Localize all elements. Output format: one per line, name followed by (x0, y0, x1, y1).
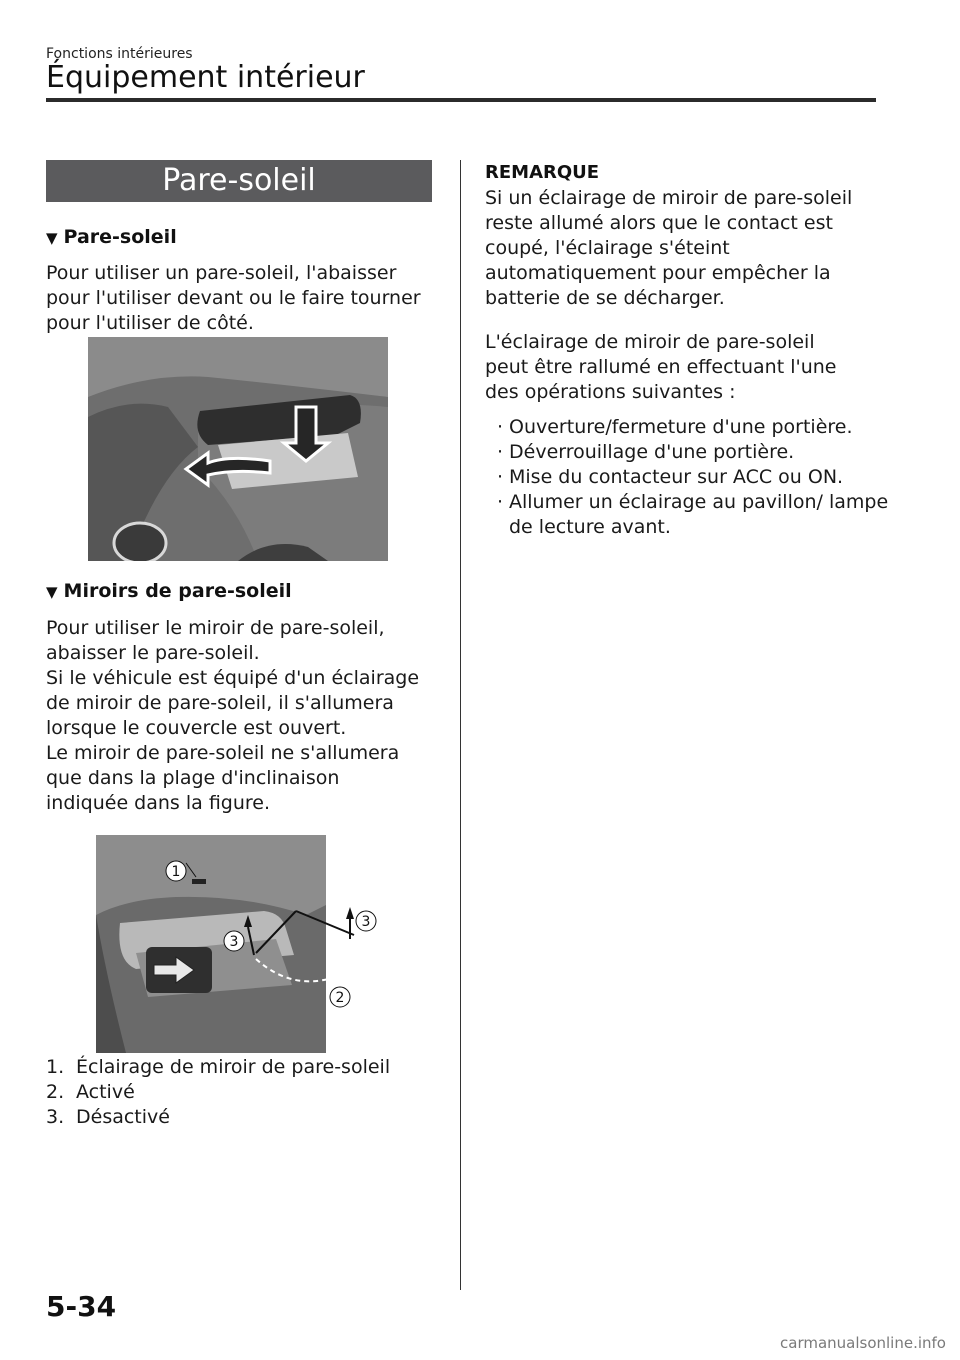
triangle-marker-icon: ▼ (46, 583, 58, 601)
paragraph-line: de miroir de pare-soleil, il s'allumera (46, 692, 394, 714)
paragraph-usage: Pour utiliser un pare-soleil, l'abaisser pour l'utiliser devant ou le faire tourner pour l'utiliser de côté. (46, 262, 421, 334)
paragraph-line: des opérations suivantes : (485, 381, 736, 403)
note-paragraph-1 (485, 186, 885, 311)
sun-visor-figure (88, 337, 388, 561)
paragraph-line: peut être rallumé en effectuant l'une (485, 356, 837, 378)
paragraph-line: reste allumé alors que le contact est (485, 212, 833, 234)
legend-number: 3. (46, 1106, 65, 1128)
paragraph-line: Si un éclairage de miroir de pare-soleil (485, 187, 853, 209)
list-item-text: Ouverture/fermeture d'une portière. (509, 416, 853, 438)
list-item-text: Déverrouillage d'une portière. (509, 441, 795, 463)
list-item (497, 440, 897, 465)
page-title: Pare-soleil (46, 160, 432, 202)
paragraph-line: batterie de se décharger. (485, 287, 725, 309)
bullet-icon: · (497, 416, 504, 438)
page-number: 5-34 (46, 1290, 117, 1323)
subheading-pare-soleil (46, 226, 177, 248)
paragraph-mirrors (46, 616, 441, 816)
legend-number: 1. (46, 1056, 65, 1078)
legend-item (46, 1080, 436, 1105)
paragraph-line: que dans la plage d'inclinaison (46, 767, 340, 789)
figure-legend (46, 1055, 436, 1130)
paragraph-line: L'éclairage de miroir de pare-soleil (485, 331, 815, 353)
note-bullet-list (497, 415, 897, 540)
paragraph-line: coupé, l'éclairage s'éteint (485, 237, 730, 259)
note-paragraph-2 (485, 330, 885, 405)
callout-3a: 3 (229, 934, 239, 950)
bullet-icon: · (497, 491, 504, 513)
note-title: REMARQUE (485, 162, 600, 183)
paragraph-line: automatiquement pour empêcher la (485, 262, 831, 284)
list-item (497, 465, 897, 490)
vanity-mirror-figure (96, 835, 392, 1053)
section-label: Fonctions intérieures (46, 46, 193, 62)
paragraph-line: indiquée dans la figure. (46, 792, 271, 814)
paragraph-line: Si le véhicule est équipé d'un éclairage (46, 667, 420, 689)
subheading-text: Miroirs de pare-soleil (63, 580, 292, 602)
triangle-marker-icon: ▼ (46, 229, 58, 247)
paragraph-line: abaisser le pare-soleil. (46, 642, 260, 664)
legend-text: Activé (76, 1081, 135, 1103)
paragraph-line: Le miroir de pare-soleil ne s'allumera (46, 742, 400, 764)
legend-item (46, 1055, 436, 1080)
header-rule (46, 98, 876, 102)
watermark: carmanualsonline.info (780, 1334, 946, 1352)
list-item-text: Allumer un éclairage au pavillon/ lampe de lecture avant. (509, 491, 889, 538)
callout-2: 2 (335, 990, 345, 1006)
list-item (497, 490, 897, 540)
list-item-text: Mise du contacteur sur ACC ou ON. (509, 466, 844, 488)
callout-3b: 3 (361, 914, 371, 930)
bullet-icon: · (497, 441, 504, 463)
legend-text: Désactivé (76, 1106, 170, 1128)
legend-text: Éclairage de miroir de pare-soleil (76, 1056, 391, 1078)
column-divider (460, 160, 461, 1290)
list-item (497, 415, 897, 440)
legend-number: 2. (46, 1081, 65, 1103)
subheading-text: Pare-soleil (63, 226, 177, 248)
chapter-title: Équipement intérieur (46, 60, 365, 95)
legend-item (46, 1105, 436, 1130)
subheading-miroirs (46, 580, 292, 602)
paragraph-line: Pour utiliser le miroir de pare-soleil, (46, 617, 385, 639)
paragraph-line: lorsque le couvercle est ouvert. (46, 717, 347, 739)
callout-1: 1 (171, 864, 181, 880)
bullet-icon: · (497, 466, 504, 488)
